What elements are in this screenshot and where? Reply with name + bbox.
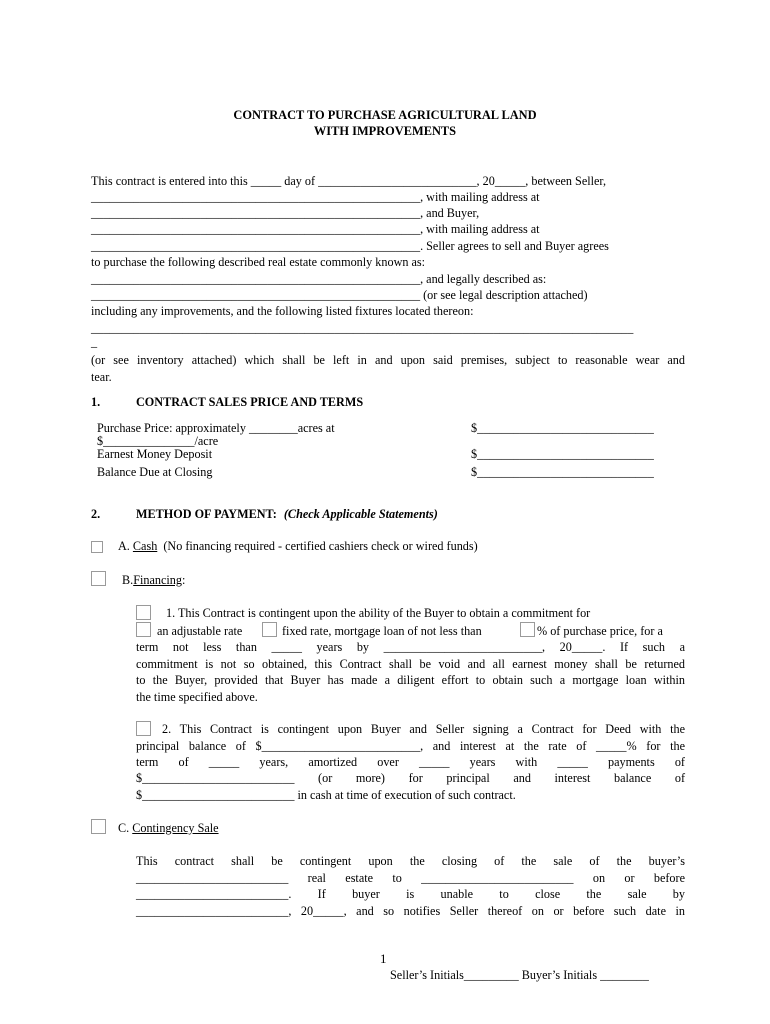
cash-checkbox[interactable] — [91, 541, 103, 553]
option-c-prefix: C. — [118, 821, 130, 835]
b2-checkbox[interactable] — [136, 721, 151, 736]
balance-due-label: Balance Due at Closing — [97, 465, 213, 479]
section-2-title — [136, 507, 438, 522]
adjustable-rate-checkbox[interactable] — [136, 622, 151, 637]
earnest-money-amount: $_____________________________ — [471, 447, 654, 461]
percent-box[interactable] — [520, 622, 535, 637]
c-line: _________________________ real estate to _________________________ on or before — [136, 871, 685, 885]
intro-line: ______________________________________________________ (or see legal description attached) — [91, 288, 588, 302]
percent-label: % of purchase price, for a — [537, 624, 663, 638]
intro-line: ______________________________________________________, and Buyer, — [91, 206, 480, 220]
intro-line: _ — [91, 335, 98, 349]
intro-line: _________________________________________________________________________________________ — [91, 321, 634, 335]
option-a-label: Cash — [132, 539, 158, 553]
initials-line: Seller’s Initials_________ Buyer’s Initials ________ — [390, 968, 649, 982]
option-c-label: Contingency Sale — [132, 821, 219, 835]
b1-checkbox[interactable] — [136, 605, 151, 620]
intro-line: ______________________________________________________, with mailing address at — [91, 222, 540, 236]
price-per-acre: $_______________/acre — [97, 434, 219, 448]
b2-line: principal balance of $__________________________, and interest at the rate of _____% for the — [136, 739, 685, 753]
intro-line: tear. — [91, 370, 112, 384]
fixed-rate-label: fixed rate, mortgage loan of not less than — [282, 624, 482, 638]
fixed-rate-checkbox[interactable] — [262, 622, 277, 637]
option-c — [118, 820, 219, 836]
c-line: This contract shall be contingent upon the closing of the sale of the buyer’s — [136, 854, 685, 868]
intro-line: to purchase the following described real estate commonly known as: — [91, 255, 426, 269]
financing-checkbox[interactable] — [91, 571, 106, 586]
balance-due-amount: $_____________________________ — [471, 465, 654, 479]
section-1-title: CONTRACT SALES PRICE AND TERMS — [136, 395, 364, 409]
option-b — [122, 572, 185, 588]
contingency-checkbox[interactable] — [91, 819, 106, 834]
section-1-number: 1. — [91, 395, 101, 409]
price-label: Purchase Price: approximately ________acres at — [97, 421, 335, 435]
b2-line: term of _____ years, amortized over _____ years with _____ payments of — [136, 755, 685, 769]
intro-line: including any improvements, and the following listed fixtures located thereon: — [91, 304, 474, 318]
b1-line: term not less than _____ years by __________________________, 20_____. If such a — [136, 640, 685, 654]
b2-line: 2. This Contract is contingent upon Buyer and Seller signing a Contract for Deed with the — [162, 722, 685, 736]
intro-line: (or see inventory attached) which shall be left in and upon said premises, subject to reasonable wear and — [91, 353, 685, 367]
b2-line: $_________________________ (or more) for principal and interest balance of — [136, 771, 685, 785]
c-line: _________________________. If buyer is unable to close the sale by — [136, 887, 685, 901]
option-b-suffix: : — [181, 573, 186, 587]
intro-line: ______________________________________________________. Seller agrees to sell and Buyer agrees — [91, 239, 609, 253]
option-b-prefix: B. — [122, 573, 134, 587]
b1-line: to the Buyer, provided that Buyer has made a diligent effort to obtain such a mortgage loan within — [136, 673, 685, 687]
section-2-title-note: (Check Applicable Statements) — [283, 507, 438, 521]
c-line: _________________________, 20_____, and so notifies Seller thereof on or before such date in — [136, 904, 685, 918]
option-b-label: Financing — [133, 573, 182, 587]
option-a-prefix: A. — [118, 539, 130, 553]
section-2-title-text: METHOD OF PAYMENT: — [136, 507, 277, 521]
intro-line: This contract is entered into this _____ day of __________________________, 20_____, between Seller, — [91, 174, 607, 188]
option-a — [118, 538, 478, 554]
contract-title-line2: WITH IMPROVEMENTS — [313, 124, 457, 138]
intro-line: ______________________________________________________, and legally described as: — [91, 272, 547, 286]
page-number: 1 — [380, 951, 387, 966]
b1-line: 1. This Contract is contingent upon the ability of the Buyer to obtain a commitment for — [166, 606, 591, 620]
b1-line: the time specified above. — [136, 690, 258, 704]
option-a-note: (No financing required - certified cashiers check or wired funds) — [163, 539, 478, 553]
b1-line: commitment is not so obtained, this Contract shall be void and all earnest money shall be returned — [136, 657, 685, 671]
b2-line: $_________________________ in cash at time of execution of such contract. — [136, 788, 516, 802]
price-amount: $_____________________________ — [471, 421, 654, 435]
intro-line: ______________________________________________________, with mailing address at — [91, 190, 540, 204]
earnest-money-label: Earnest Money Deposit — [97, 447, 213, 461]
adjustable-rate-label: an adjustable rate — [157, 624, 243, 638]
contract-title-line1: CONTRACT TO PURCHASE AGRICULTURAL LAND — [233, 108, 537, 122]
section-2-number: 2. — [91, 507, 101, 521]
